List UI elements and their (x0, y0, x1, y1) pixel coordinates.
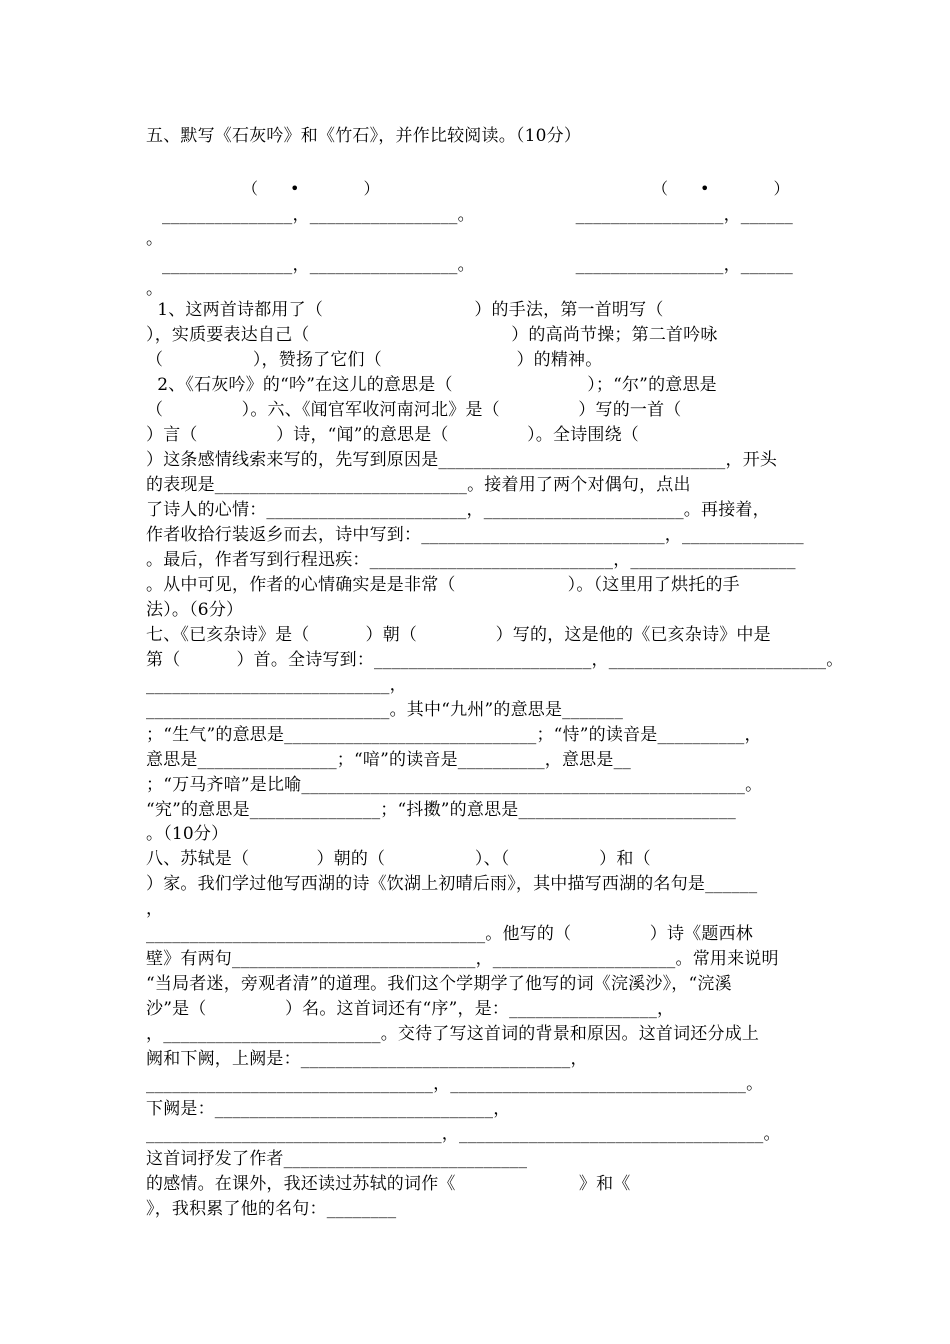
s8-line2: ）家。我们学过他写西湖的诗《饮湖上初晴后雨》，其中描写西湖的名句是______ (146, 874, 758, 894)
s8-line3: ， (146, 899, 164, 919)
s7-line9: 。（10分） (146, 824, 229, 844)
s7-line1: 七、《已亥杂诗》是（ ）朝（ ）写的，这是他的《已亥杂诗》中是 (146, 625, 771, 645)
right-poem-title-blank: （ • ） (652, 179, 790, 198)
s8-line13: 这首词抒发了作者____________________________ (146, 1149, 528, 1169)
q1-line2: ），实质要表达自己（ ）的高尚节操；第二首吟咏 (146, 325, 718, 345)
s6-line5: 作者收拾行装返乡而去，诗中写到：____________________________，______________ (146, 525, 804, 545)
poem-blank-line-1: _______________，_________________。 _________________，______ (162, 205, 793, 225)
s7-line3: ____________________________， (146, 675, 407, 695)
s8-line6: “当局者迷，旁观者清”的道理。我们这个学期学了他写的词《浣溪沙》，“浣溪 (146, 974, 732, 994)
s8-line5: 壁》有两句____________________________，_____________________。常用来说明 (146, 949, 779, 969)
s8-line11: 下阙是：________________________________， (146, 1099, 511, 1119)
s7-line8: “究”的意思是_______________；“抖擞”的意思是_________________________ (146, 800, 736, 820)
s8-line14: 的感情。在课外，我还读过苏轼的词作《 》和《 (146, 1174, 631, 1194)
s6-line6: 。最后，作者写到行程迅疾：____________________________，___________________ (146, 550, 796, 570)
s7-line6: 意思是________________；“喑”的读音是__________，意思是__ (146, 750, 631, 770)
q2-line1: 2、《石灰吟》的“吟”在这儿的意思是（ ）；“尔”的意思是 (146, 375, 717, 395)
s6-line1: ）言（ ）诗，“闻”的意思是（ ）。全诗围绕（ (146, 425, 639, 445)
s8-line15: 》，我积累了他的名句：________ (146, 1199, 397, 1219)
left-poem-title-blank: （ • ） (242, 179, 380, 198)
s6-line4: 了诗人的心情：_______________________，_______________________。再接着， (146, 500, 770, 520)
q1-line1: 1、这两首诗都用了（ ）的手法，第一首明写（ (146, 300, 664, 320)
s7-line7: ；“万马齐喑”是比喻___________________________________________________。 (146, 775, 763, 795)
section5-title: 五、默写《石灰吟》和《竹石》，并作比较阅读。（10分） (146, 126, 582, 146)
s8-line4: _______________________________________。他写的（ ）诗《题西林 (146, 924, 753, 944)
poem-blank-line-1-end: 。 (146, 229, 164, 249)
q1-line3: （ ），赞扬了它们（ ）的精神。 (146, 350, 603, 370)
s8-line8: ，_________________________。交待了写这首词的背景和原因。这首词还分成上 (146, 1024, 760, 1044)
q2-line2: （ ）。六、《闻官军收河南河北》是（ ）写的一首（ (146, 400, 682, 420)
s7-line5: ；“生气”的意思是_____________________________；“恃”的读音是__________， (146, 725, 762, 745)
s7-line4: ____________________________。其中“九州”的意思是_______ (146, 700, 624, 720)
s6-line2: ）这条感情线索来写的，先写到原因是_________________________________，开头 (146, 450, 778, 470)
poem-blank-line-2: _______________，_________________。 _________________，______ (162, 255, 793, 275)
s8-line10: _________________________________，__________________________________。 (146, 1074, 764, 1094)
s7-line2: 第（ ）首。全诗写到：_________________________，_________________________。 (146, 650, 844, 670)
poem-blank-line-2-end: 。 (146, 279, 164, 299)
s8-line7: 沙”是（ ）名。这首词还有“序”，是：_________________， (146, 999, 675, 1019)
s8-line1: 八、苏轼是（ ）朝的（ ）、（ ）和（ (146, 849, 651, 869)
s6-line8: 法）。（6分） (146, 600, 244, 620)
s6-line7: 。从中可见，作者的心情确实是是非常（ ）。（这里用了烘托的手 (146, 575, 740, 595)
s6-line3: 的表现是_____________________________。接着用了两个对偶句，点出 (146, 475, 691, 495)
s8-line9: 阙和下阙，上阙是：_______________________________， (146, 1049, 588, 1069)
s8-line12: __________________________________，___________________________________。 (146, 1124, 781, 1144)
